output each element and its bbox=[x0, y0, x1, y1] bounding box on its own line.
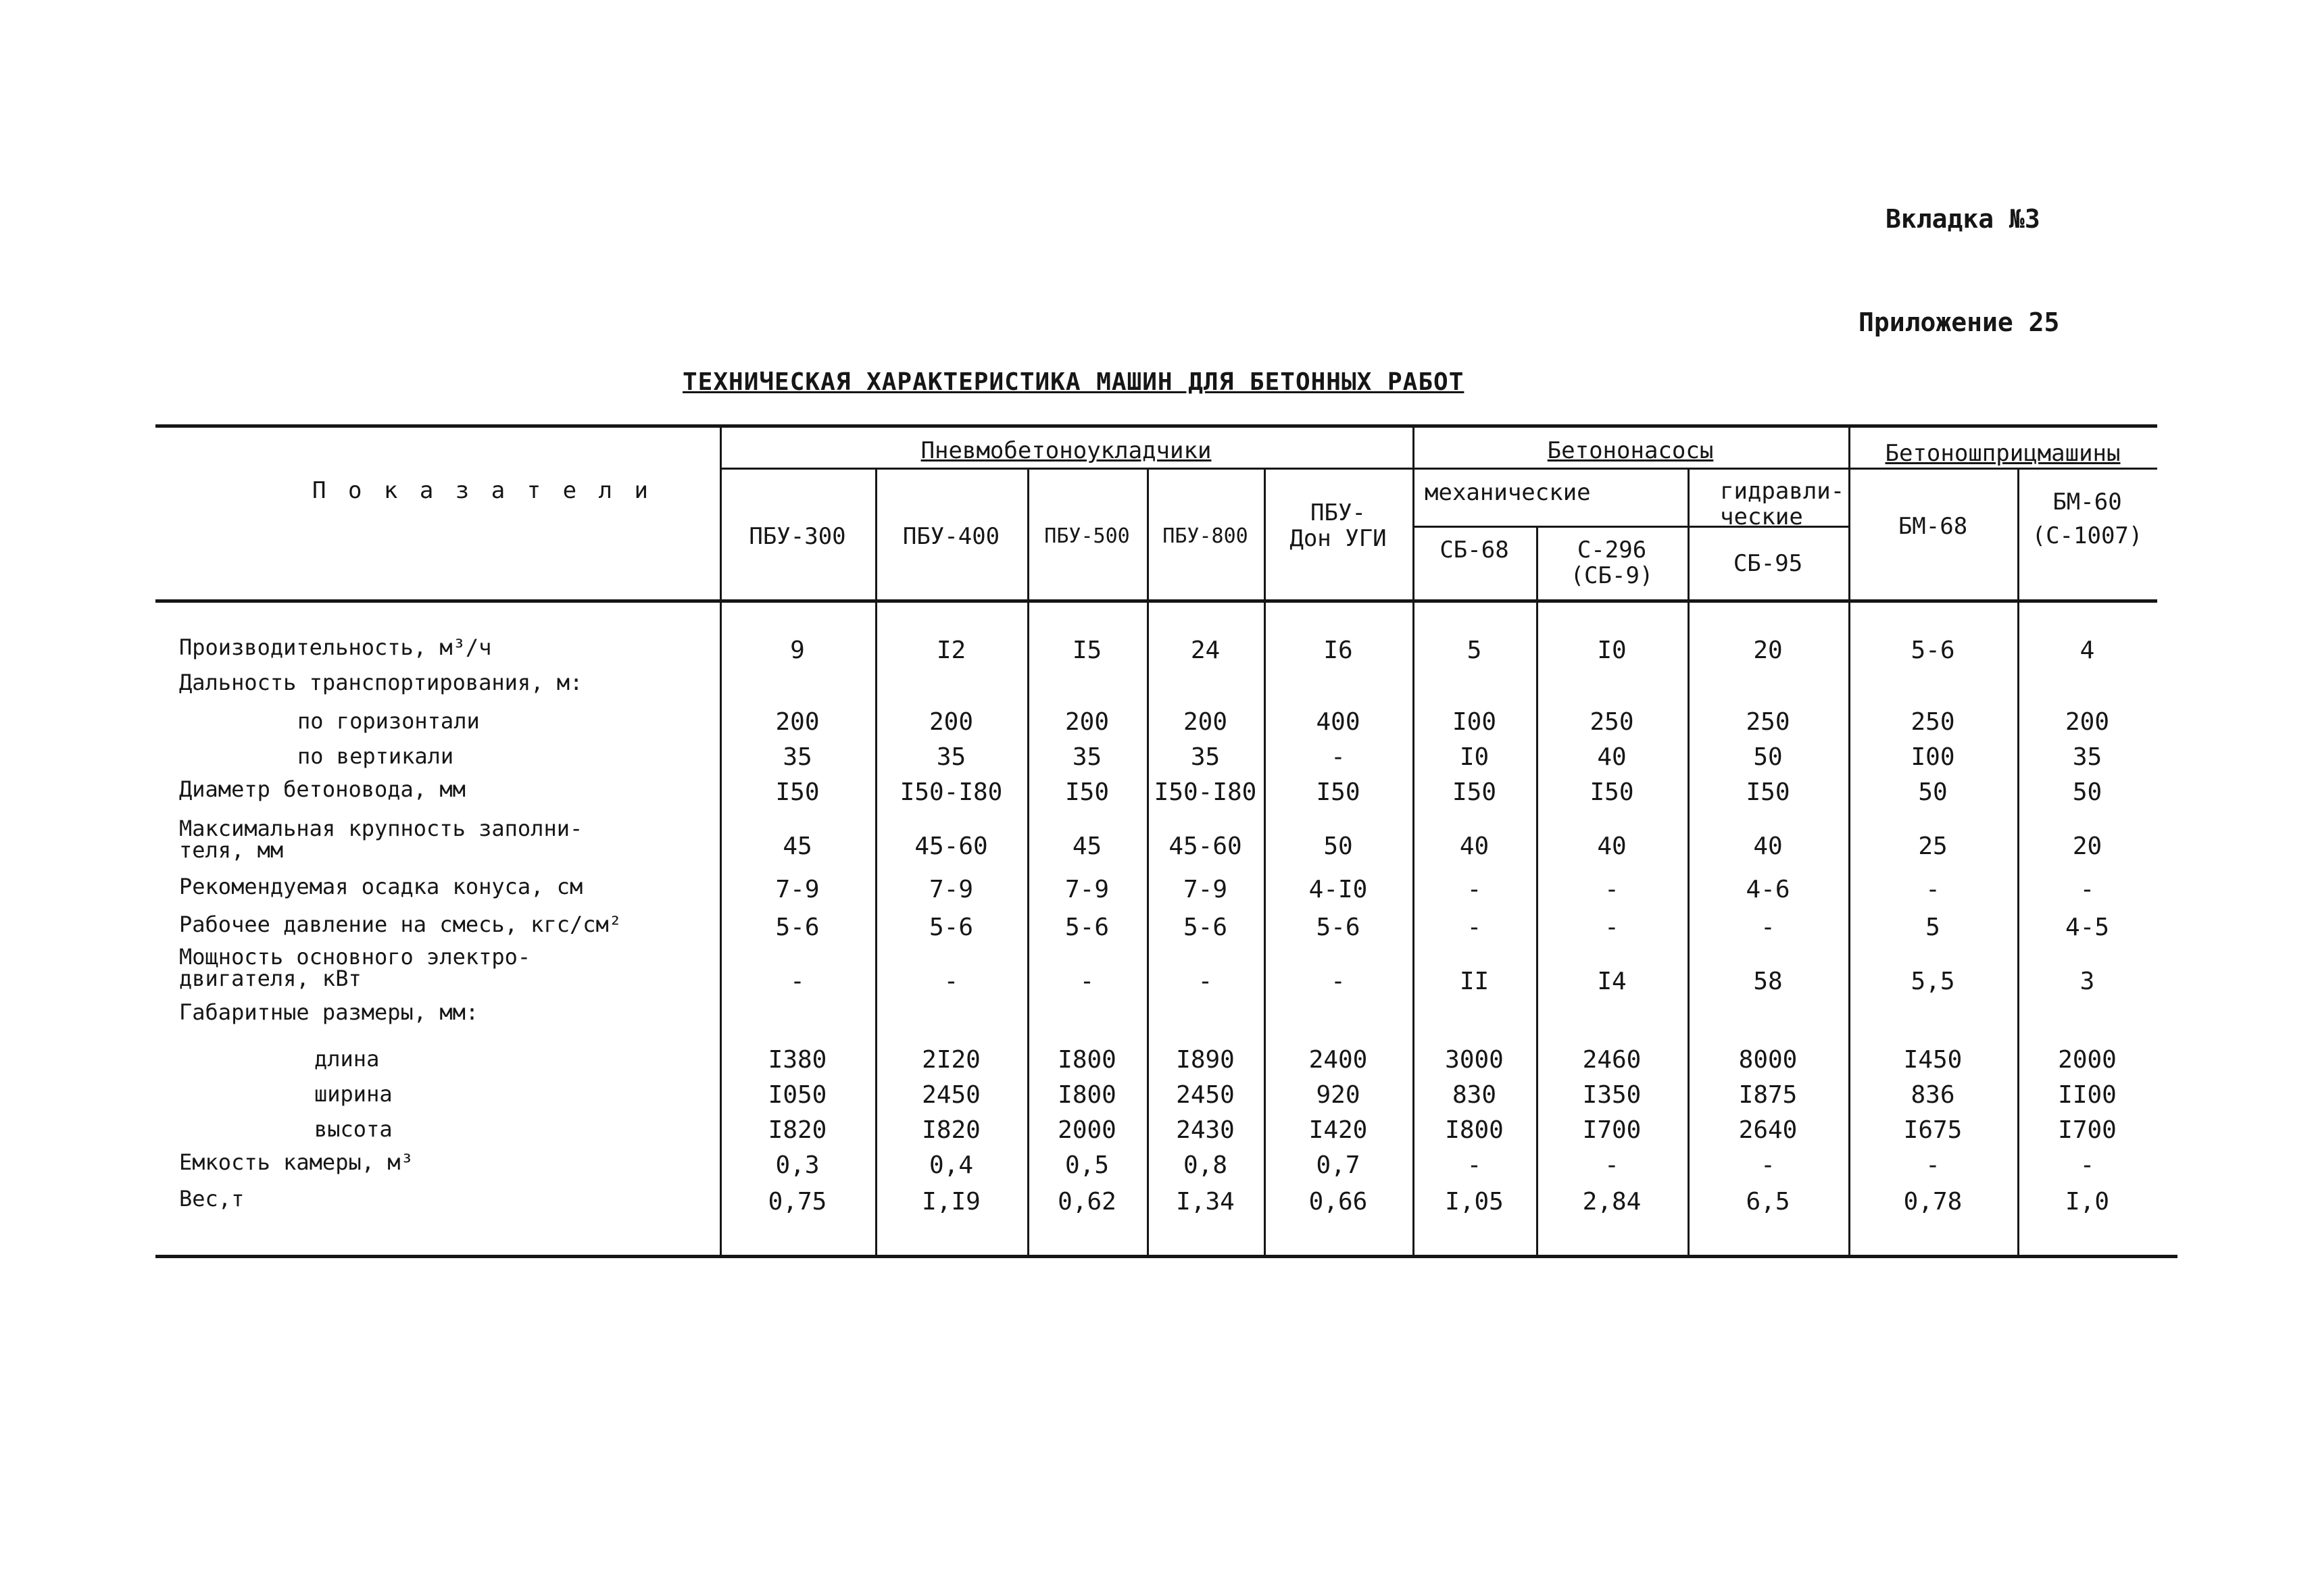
table-cell: 400 bbox=[1316, 708, 1360, 736]
sub-hydr-line2: ческие bbox=[1720, 503, 1803, 530]
table-cell: 0,75 bbox=[768, 1188, 827, 1216]
col-header-bm68: БМ-68 bbox=[1898, 513, 1968, 540]
group-pneumo-header: Пневмобетоноукладчики bbox=[920, 437, 1212, 464]
col-header-sb68: СБ-68 bbox=[1439, 537, 1509, 564]
table-cell: I820 bbox=[768, 1116, 827, 1144]
table-cell: II00 bbox=[2058, 1081, 2117, 1109]
row-label-height: высота bbox=[314, 1116, 393, 1142]
table-cell: I0 bbox=[1597, 637, 1627, 664]
table-cell: 5-6 bbox=[1064, 914, 1110, 941]
table-cell: I2 bbox=[936, 637, 966, 664]
table-cell: 2450 bbox=[1176, 1081, 1235, 1109]
table-cell: 920 bbox=[1316, 1081, 1360, 1109]
table-cell: - bbox=[1198, 968, 1213, 995]
table-cell: I4 bbox=[1597, 968, 1627, 995]
table-cell: 250 bbox=[1590, 708, 1634, 736]
table-cell: - bbox=[1467, 1151, 1482, 1179]
row-label-transport-range: Дальность транспортирования, м: bbox=[179, 670, 583, 695]
table-cell: 50 bbox=[1753, 743, 1783, 771]
table-cell: 2640 bbox=[1738, 1116, 1798, 1144]
table-cell: 25 bbox=[1918, 832, 1948, 860]
col-header-bm60-line2: (С-1007) bbox=[2032, 522, 2143, 549]
table-cell: 4-5 bbox=[2065, 914, 2110, 941]
table-cell: 50 bbox=[1918, 778, 1948, 806]
table-cell: 0,66 bbox=[1308, 1188, 1368, 1216]
table-cell: 2460 bbox=[1582, 1046, 1642, 1074]
table-cell: I00 bbox=[1911, 743, 1955, 771]
table-cell: 20 bbox=[1753, 637, 1783, 664]
table-cell: I450 bbox=[1903, 1046, 1963, 1074]
table-cell: 0,5 bbox=[1064, 1151, 1110, 1179]
group-spray-header: Бетоношприцмашины bbox=[1885, 440, 2121, 467]
group-rule bbox=[720, 468, 2157, 470]
row-label-slump: Рекомендуемая осадка конуса, см bbox=[179, 874, 583, 899]
appendix-number: Приложение 25 bbox=[1858, 307, 2060, 337]
table-cell: - bbox=[2079, 876, 2095, 903]
table-cell: 50 bbox=[1323, 832, 1353, 860]
table-cell: - bbox=[1604, 1151, 1619, 1179]
table-cell: 2000 bbox=[1058, 1116, 1116, 1144]
table-title: ТЕХНИЧЕСКАЯ ХАРАКТЕРИСТИКА МАШИН ДЛЯ БЕТОННЫХ РАБОТ bbox=[683, 368, 1464, 396]
table-cell: 2450 bbox=[922, 1081, 981, 1109]
col-header-bm60 bbox=[2017, 489, 2157, 549]
table-cell: II bbox=[1459, 968, 1490, 995]
table-cell: 0,3 bbox=[775, 1151, 820, 1179]
col-header-s296 bbox=[1536, 537, 1688, 589]
table-cell: I,05 bbox=[1445, 1188, 1504, 1216]
row-label-vertical: по вертикали bbox=[297, 743, 454, 769]
table-cell: 0,4 bbox=[929, 1151, 974, 1179]
table-cell: 200 bbox=[1183, 708, 1228, 736]
table-cell: - bbox=[1467, 914, 1482, 941]
row-label-max-aggregate bbox=[179, 818, 583, 861]
table-cell: 8000 bbox=[1738, 1046, 1798, 1074]
table-cell: I00 bbox=[1452, 708, 1497, 736]
table-cell: I820 bbox=[922, 1116, 981, 1144]
table-cell: - bbox=[1604, 876, 1619, 903]
table-cell: 7-9 bbox=[775, 876, 820, 903]
table-cell: 200 bbox=[929, 708, 974, 736]
table-cell: I6 bbox=[1323, 637, 1353, 664]
col-header-pbu-don-line1: ПБУ- bbox=[1310, 499, 1366, 526]
table-cell: 7-9 bbox=[1183, 876, 1228, 903]
table-cell: I700 bbox=[1582, 1116, 1642, 1144]
table-cell: 7-9 bbox=[929, 876, 974, 903]
table-cell: 35 bbox=[1190, 743, 1221, 771]
table-cell: 250 bbox=[1911, 708, 1955, 736]
table-cell: I50 bbox=[1064, 778, 1110, 806]
table-cell: 5 bbox=[1925, 914, 1940, 941]
col-header-s296-line1: С-296 bbox=[1577, 537, 1647, 564]
table-cell: 3 bbox=[2079, 968, 2095, 995]
table-cell: I,I9 bbox=[922, 1188, 981, 1216]
table-cell: - bbox=[1925, 876, 1940, 903]
table-top-rule bbox=[155, 424, 2157, 428]
col-header-bm60-line1: БМ-60 bbox=[2052, 489, 2122, 516]
table-cell: 9 bbox=[790, 637, 805, 664]
table-cell: - bbox=[1761, 914, 1775, 941]
table-cell: 3000 bbox=[1445, 1046, 1504, 1074]
table-cell: 35 bbox=[783, 743, 812, 771]
table-cell: - bbox=[1079, 968, 1095, 995]
table-cell: I50-I80 bbox=[1154, 778, 1257, 806]
table-cell: - bbox=[790, 968, 805, 995]
table-cell: 0,78 bbox=[1903, 1188, 1963, 1216]
table-cell: 0,8 bbox=[1183, 1151, 1228, 1179]
table-cell: - bbox=[1761, 1151, 1775, 1179]
table-cell: I675 bbox=[1903, 1116, 1963, 1144]
table-cell: I350 bbox=[1582, 1081, 1642, 1109]
col-header-s296-line2: (СБ-9) bbox=[1570, 562, 1654, 589]
table-cell: I50 bbox=[775, 778, 820, 806]
table-cell: 40 bbox=[1597, 832, 1627, 860]
table-cell: I380 bbox=[768, 1046, 827, 1074]
table-cell: 2,84 bbox=[1582, 1188, 1642, 1216]
table-cell: 830 bbox=[1452, 1081, 1497, 1109]
table-cell: 836 bbox=[1911, 1081, 1955, 1109]
table-cell: 45-60 bbox=[1168, 832, 1242, 860]
table-cell: 5 bbox=[1467, 637, 1482, 664]
table-cell: 40 bbox=[1597, 743, 1627, 771]
table-cell: 2430 bbox=[1176, 1116, 1235, 1144]
col-header-pbu300: ПБУ-300 bbox=[749, 523, 846, 550]
table-cell: 5-6 bbox=[1183, 914, 1228, 941]
table-cell: 2I20 bbox=[922, 1046, 981, 1074]
table-bottom-rule bbox=[155, 1255, 2177, 1258]
row-label-pipe-diameter: Диаметр бетоновода, мм bbox=[179, 776, 466, 802]
col-header-sb95: СБ-95 bbox=[1733, 550, 1803, 577]
table-cell: 0,62 bbox=[1058, 1188, 1116, 1216]
table-cell: 0,7 bbox=[1316, 1151, 1360, 1179]
table-cell: I0 bbox=[1459, 743, 1490, 771]
table-cell: 20 bbox=[2072, 832, 2102, 860]
table-cell: 5-6 bbox=[929, 914, 974, 941]
table-cell: I700 bbox=[2058, 1116, 2117, 1144]
table-cell: - bbox=[943, 968, 959, 995]
col-header-pbu-don-line2: Дон УГИ bbox=[1289, 525, 1387, 552]
row-label-motor-power bbox=[179, 946, 531, 989]
row-label-productivity: Производительность, м³/ч bbox=[179, 634, 492, 660]
table-cell: - bbox=[1331, 968, 1346, 995]
group-pumps-header: Бетононасосы bbox=[1547, 437, 1714, 464]
table-cell: 5-6 bbox=[1911, 637, 1955, 664]
table-cell: 5-6 bbox=[1316, 914, 1360, 941]
table-cell: 5-6 bbox=[775, 914, 820, 941]
table-cell: 4-I0 bbox=[1308, 876, 1368, 903]
table-cell: I050 bbox=[768, 1081, 827, 1109]
row-label-horizontal: по горизонтали bbox=[297, 708, 480, 734]
sub-hydr-line1: гидравли- bbox=[1720, 478, 1845, 505]
row-label-max-aggregate-line1: Максимальная крупность заполни- bbox=[179, 816, 583, 841]
row-label-chamber-volume: Емкость камеры, м³ bbox=[179, 1149, 414, 1175]
header-bottom-rule bbox=[155, 599, 2157, 603]
table-cell: I50 bbox=[1452, 778, 1497, 806]
table-cell: 24 bbox=[1190, 637, 1221, 664]
table-cell: I875 bbox=[1738, 1081, 1798, 1109]
table-cell: I,0 bbox=[2065, 1188, 2110, 1216]
indicators-header: П о к а з а т е л и bbox=[312, 477, 652, 504]
row-label-pressure: Рабочее давление на смесь, кгс/см² bbox=[179, 912, 622, 937]
table-cell: 45 bbox=[783, 832, 812, 860]
table-cell: - bbox=[1467, 876, 1482, 903]
row-label-dimensions: Габаритные размеры, мм: bbox=[179, 999, 479, 1025]
row-label-max-aggregate-line2: теля, мм bbox=[179, 837, 284, 863]
row-label-motor-power-line1: Мощность основного электро- bbox=[179, 944, 531, 970]
table-cell: 2400 bbox=[1308, 1046, 1368, 1074]
col-header-pbu400: ПБУ-400 bbox=[902, 523, 1000, 550]
table-cell: 5,5 bbox=[1911, 968, 1955, 995]
table-cell: 200 bbox=[1064, 708, 1110, 736]
table-cell: I5 bbox=[1072, 637, 1102, 664]
table-cell: 200 bbox=[775, 708, 820, 736]
table-cell: 45-60 bbox=[914, 832, 988, 860]
table-cell: 35 bbox=[2072, 743, 2102, 771]
table-cell: 35 bbox=[1072, 743, 1102, 771]
row-label-length: длина bbox=[314, 1046, 380, 1072]
table-cell: I50 bbox=[1590, 778, 1634, 806]
table-cell: 200 bbox=[2065, 708, 2110, 736]
table-cell: 58 bbox=[1753, 968, 1783, 995]
table-cell: 35 bbox=[936, 743, 966, 771]
col-header-pbu500: ПБУ-500 bbox=[1044, 524, 1130, 548]
row-label-motor-power-line2: двигателя, кВт bbox=[179, 966, 362, 991]
col-header-pbu-don bbox=[1264, 500, 1412, 551]
table-cell: I50 bbox=[1746, 778, 1790, 806]
col-header-pbu800: ПБУ-800 bbox=[1162, 524, 1248, 548]
table-cell: - bbox=[1604, 914, 1619, 941]
table-cell: - bbox=[1331, 743, 1346, 771]
table-cell: 2000 bbox=[2058, 1046, 2117, 1074]
table-cell: 250 bbox=[1746, 708, 1790, 736]
table-cell: 4-6 bbox=[1746, 876, 1790, 903]
table-cell: 45 bbox=[1072, 832, 1102, 860]
table-cell: 4 bbox=[2079, 637, 2095, 664]
table-cell: 50 bbox=[2072, 778, 2102, 806]
table-cell: I50-I80 bbox=[900, 778, 1003, 806]
table-cell: 6,5 bbox=[1746, 1188, 1790, 1216]
insert-number: Вкладка №3 bbox=[1886, 204, 2040, 234]
table-cell: I800 bbox=[1058, 1046, 1116, 1074]
table-cell: I,34 bbox=[1176, 1188, 1235, 1216]
row-label-width: ширина bbox=[314, 1081, 393, 1107]
table-cell: - bbox=[1925, 1151, 1940, 1179]
table-cell: I420 bbox=[1308, 1116, 1368, 1144]
table-cell: - bbox=[2079, 1151, 2095, 1179]
table-cell: I800 bbox=[1445, 1116, 1504, 1144]
table-cell: 7-9 bbox=[1064, 876, 1110, 903]
table-cell: I50 bbox=[1316, 778, 1360, 806]
table-cell: I800 bbox=[1058, 1081, 1116, 1109]
table-cell: I890 bbox=[1176, 1046, 1235, 1074]
sub-mech-header: механические bbox=[1425, 479, 1591, 506]
table-cell: 40 bbox=[1459, 832, 1490, 860]
table-cell: 40 bbox=[1753, 832, 1783, 860]
row-label-weight: Вес,т bbox=[179, 1186, 245, 1212]
